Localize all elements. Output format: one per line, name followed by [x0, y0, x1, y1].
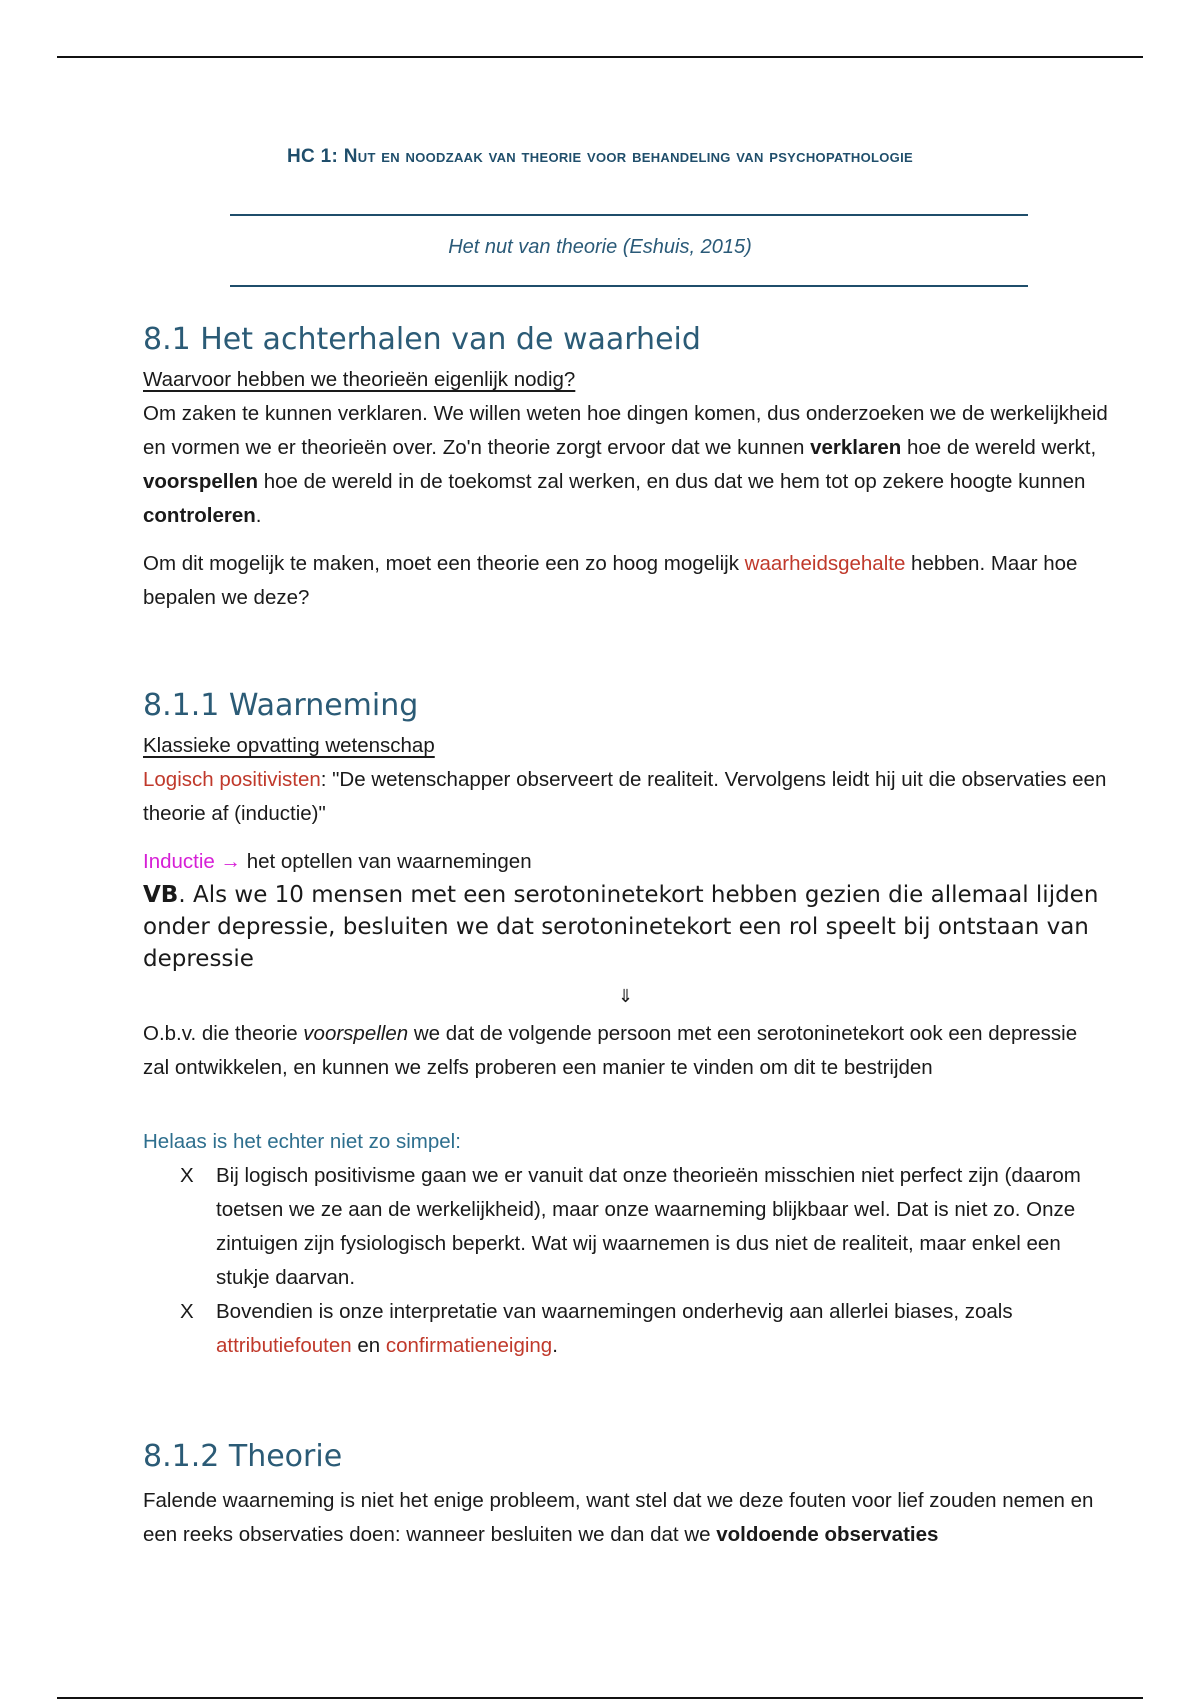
p1-text-e: hoe de wereld in de toekomst zal werken, en dus dat we hem tot op zekere hoogte kunnen [258, 470, 1086, 493]
down-arrow-icon: ⇓ [617, 986, 634, 1006]
heading-8-1-1: 8.1.1 Waarneming [143, 688, 419, 723]
p2-term-waarheidsgehalte: waarheidsgehalte [744, 552, 906, 575]
p2-text-a: Om dit mogelijk te maken, moet een theorie een zo hoog mogelijk [143, 552, 745, 575]
section-8-1-1 [143, 688, 1108, 1363]
vb-label: VB [143, 882, 179, 908]
p1-bold-controleren: controleren [143, 504, 256, 527]
subtitle-rule-top [230, 214, 1028, 216]
heading-8-1-2: 8.1.2 Theorie [143, 1439, 343, 1474]
p2-text-c: hebben. Maar hoe bepalen we deze? [143, 552, 1078, 609]
paragraph-2 [143, 547, 1108, 615]
top-rule [57, 56, 1143, 58]
section-8-1-2 [143, 1439, 1108, 1552]
bottom-rule [57, 1697, 1143, 1699]
p3-text-c: we dat de volgende persoon met een serotoninetekort ook een depressie zal ontwikkelen, en kunnen we zelfs proberen een manier te vinden om dit te bestrijden [143, 1022, 1078, 1079]
title-prefix: HC 1: [287, 146, 344, 167]
term-inductie: Inductie → [143, 850, 241, 873]
p1-text-a: Om zaken te kunnen verklaren. We willen weten hoe dingen komen, dus onderzoeken we de werkelijkheid en vormen we er theorieën over. Zo'n theorie zorgt ervoor dat we kunnen [143, 402, 1108, 459]
list-item [143, 1295, 1108, 1363]
subheading-klassieke: Klassieke opvatting wetenschap [143, 734, 435, 757]
title-main: Nut en noodzaak van theorie voor behandeling van psychopathologie [343, 146, 913, 167]
logisch-positivisten-paragraph [143, 763, 1108, 831]
p1-bold-voorspellen: voorspellen [143, 470, 259, 493]
lp-text: : "De wetenschapper observeert de realiteit. Vervolgens leidt hij uit die observaties een theorie af (inductie)" [143, 768, 1107, 825]
bullet-1-text: Bij logisch positivisme gaan we er vanuit dat onze theorieën misschien niet perfect zijn (daarom toetsen we ze aan de werkelijkheid), maar onze waarneming blijkbaar wel. Dat is niet zo. Onze zintuigen zijn fysiologisch beperkt. Wat wij waarnemen is dus niet de realiteit, maar enkel een stukje daarvan. [216, 1164, 1081, 1289]
question-line: Waarvoor hebben we theorieën eigenlijk nodig? [143, 368, 576, 391]
bullet-2-text-e: . [552, 1334, 558, 1357]
p1-text-c: hoe de wereld werkt, [901, 436, 1097, 459]
inductie-line [143, 845, 1108, 879]
p4-bold-voldoende: voldoende observaties [716, 1523, 939, 1546]
helaas-line: Helaas is het echter niet zo simpel: [143, 1130, 461, 1153]
x-marker-icon: X [180, 1164, 194, 1187]
bullet-2-text-a: Bovendien is onze interpretatie van waarnemingen onderhevig aan allerlei biases, zoals [216, 1300, 1013, 1323]
section-8-1 [143, 322, 1108, 615]
document-title [0, 146, 1200, 168]
p3-text-a: O.b.v. die theorie [143, 1022, 304, 1045]
x-bullet-list [143, 1159, 1108, 1363]
inductie-text: het optellen van waarnemingen [241, 850, 532, 873]
paragraph-3 [143, 1017, 1108, 1085]
bullet-2-text-c: en [351, 1334, 386, 1357]
list-item [143, 1159, 1108, 1295]
subtitle-rule-bottom [230, 285, 1028, 287]
example-paragraph [143, 879, 1108, 975]
x-marker-icon: X [180, 1300, 194, 1323]
vb-text: . Als we 10 mensen met een serotoninetekort hebben gezien die allemaal lijden onder depressie, besluiten we dat serotoninetekort een rol speelt bij ontstaan van depressie [143, 882, 1099, 972]
p3-italic-voorspellen: voorspellen [303, 1022, 409, 1045]
subtitle: Het nut van theorie (Eshuis, 2015) [448, 236, 752, 258]
paragraph-1 [143, 397, 1108, 533]
p1-bold-verklaren: verklaren [810, 436, 902, 459]
p1-text-g: . [255, 504, 262, 527]
paragraph-4 [143, 1484, 1108, 1552]
term-logisch-positivisten: Logisch positivisten [143, 768, 321, 791]
term-attributiefouten: attributiefouten [216, 1334, 352, 1357]
term-confirmatieneiging: confirmatieneiging [385, 1334, 553, 1357]
p4-text-a: Falende waarneming is niet het enige probleem, want stel dat we deze fouten voor lief zouden nemen en een reeks observaties doen: wanneer besluiten we dan dat we [143, 1489, 1094, 1546]
heading-8-1: 8.1 Het achterhalen van de waarheid [143, 322, 701, 357]
